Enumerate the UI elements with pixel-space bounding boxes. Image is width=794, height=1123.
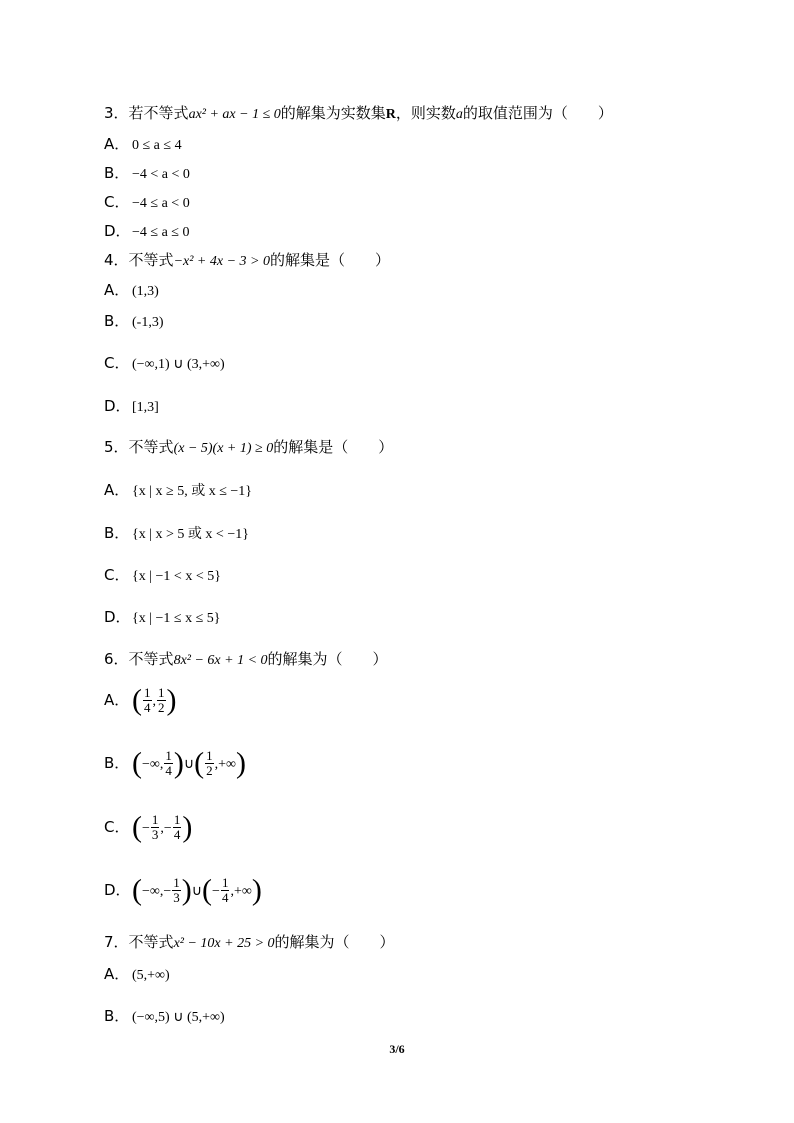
option-label: A． [104,281,130,299]
option-label: B． [104,754,130,772]
option-text: {x | x > 5 或 x < −1} [132,527,249,542]
stem-text: 的解集为实数集 [280,104,386,122]
comma: , [152,694,156,709]
fraction: $\frac{1}{3}$ [151,812,159,842]
question-3-option-a [104,134,182,156]
option-text: {x | x ≥ 5, 或 x ≤ −1} [132,484,253,499]
option-text: (5,+∞) [132,968,170,983]
stem-text: 的解集为（ ） [274,933,395,951]
stem-text: ，则实数 [395,104,456,122]
question-3-option-b [104,163,190,185]
fraction: $\frac{1}{2}$ [206,748,213,778]
option-label: D． [104,397,131,415]
question-3-option-c [104,192,190,214]
stem-math: x² − 10x + 25 > 0 [173,936,275,951]
stem-math: −x² + 4x − 3 > 0 [173,254,270,269]
stem-math: 8x² − 6x + 1 < 0 [173,653,268,668]
question-7-option-b [104,1006,225,1028]
page-number: 3/6 [389,1042,405,1056]
option-label: D． [104,881,131,899]
question-4-option-b [104,311,164,333]
option-label: D． [104,222,131,240]
stem-math: ax² + ax − 1 ≤ 0 [188,107,281,122]
pos-infinity: ,+∞ [214,757,237,772]
fraction: $\frac{1}{4}$ [173,812,181,842]
question-number: 3． [104,104,129,122]
fraction: $\frac{1}{3}$ [173,875,180,905]
question-number: 7． [104,933,129,951]
union-symbol: ∪ [191,884,203,899]
right-paren: ) [166,683,177,717]
question-6-option-b: B．(−∞, $\frac{1}{4}$ )∪( $\frac{1}{2}$ ,+∞) [104,746,247,780]
option-text: −4 ≤ a < 0 [132,196,190,211]
option-text: {x | −1 ≤ x ≤ 5} [132,611,221,626]
question-5-option-c [104,565,221,587]
fraction: $\frac{1}{2}$ [158,685,165,715]
fraction: $\frac{1}{4}$ [221,875,229,905]
option-text: −4 < a < 0 [132,167,190,182]
stem-text: 不等式 [128,933,174,951]
question-3-option-d [104,221,189,243]
stem-math: a [455,107,463,122]
question-number: 5． [104,438,129,456]
option-text: (−∞,5) ∪ (5,+∞) [132,1010,225,1025]
minus-sign: − [142,821,150,836]
stem-math: (x − 5)(x + 1) ≥ 0 [173,441,274,456]
question-6-option-a [104,684,177,718]
question-3-stem [104,103,613,125]
option-text: −4 ≤ a ≤ 0 [132,225,190,240]
question-6-stem [104,649,388,671]
question-number: 4． [104,251,129,269]
question-7-stem [104,932,395,954]
stem-text: 若不等式 [128,104,189,122]
union-symbol: ∪ [183,757,195,772]
question-number: 6． [104,650,129,668]
stem-math: R [385,107,396,122]
option-label: B． [104,312,130,330]
option-text: (−∞,1) ∪ (3,+∞) [132,357,225,372]
stem-text: 的取值范围为（ ） [462,104,613,122]
question-4-option-c [104,353,225,375]
stem-text: 的解集是（ ） [269,251,390,269]
fraction: $\frac{1}{4}$ [144,685,151,715]
option-label: D． [104,608,131,626]
option-label: A． [104,965,130,983]
option-text: {x | −1 < x < 5} [132,569,221,584]
option-label: B． [104,164,130,182]
question-4-option-a [104,280,159,302]
option-text: [1,3] [132,400,159,415]
question-4-stem [104,250,390,272]
question-5-stem [104,437,393,459]
left-paren: ( [132,683,142,717]
question-5-option-d [104,607,221,629]
option-label: C． [104,818,130,836]
stem-text: 不等式 [128,438,174,456]
option-text: (-1,3) [132,315,164,330]
minus-sign: − [163,821,172,836]
question-6-option-c: C．(− $\frac{1}{3}$ ,− $\frac{1}{4}$ ) [104,810,193,844]
option-label: A． [104,135,130,153]
option-label: C． [104,566,130,584]
stem-text: 的解集为（ ） [267,650,388,668]
question-4-option-d [104,396,159,418]
option-label: A． [104,481,130,499]
question-5-option-b [104,523,249,545]
option-label: C． [104,193,130,211]
stem-text: 不等式 [128,251,174,269]
neg-infinity: −∞, [142,757,164,772]
option-label: B． [104,524,130,542]
option-label: B． [104,1007,130,1025]
option-text: 0 ≤ a ≤ 4 [132,138,182,153]
question-6-option-d: D．(−∞,− $\frac{1}{3}$ )∪(− $\frac{1}{4}$ ,+∞) [104,873,262,907]
fraction: $\frac{1}{4}$ [165,748,172,778]
option-label: A． [104,691,130,709]
option-label: C． [104,354,130,372]
stem-text: 的解集是（ ） [273,438,394,456]
option-text: (1,3) [132,284,159,299]
stem-text: 不等式 [128,650,174,668]
question-5-option-a [104,480,252,502]
question-7-option-a [104,964,170,986]
